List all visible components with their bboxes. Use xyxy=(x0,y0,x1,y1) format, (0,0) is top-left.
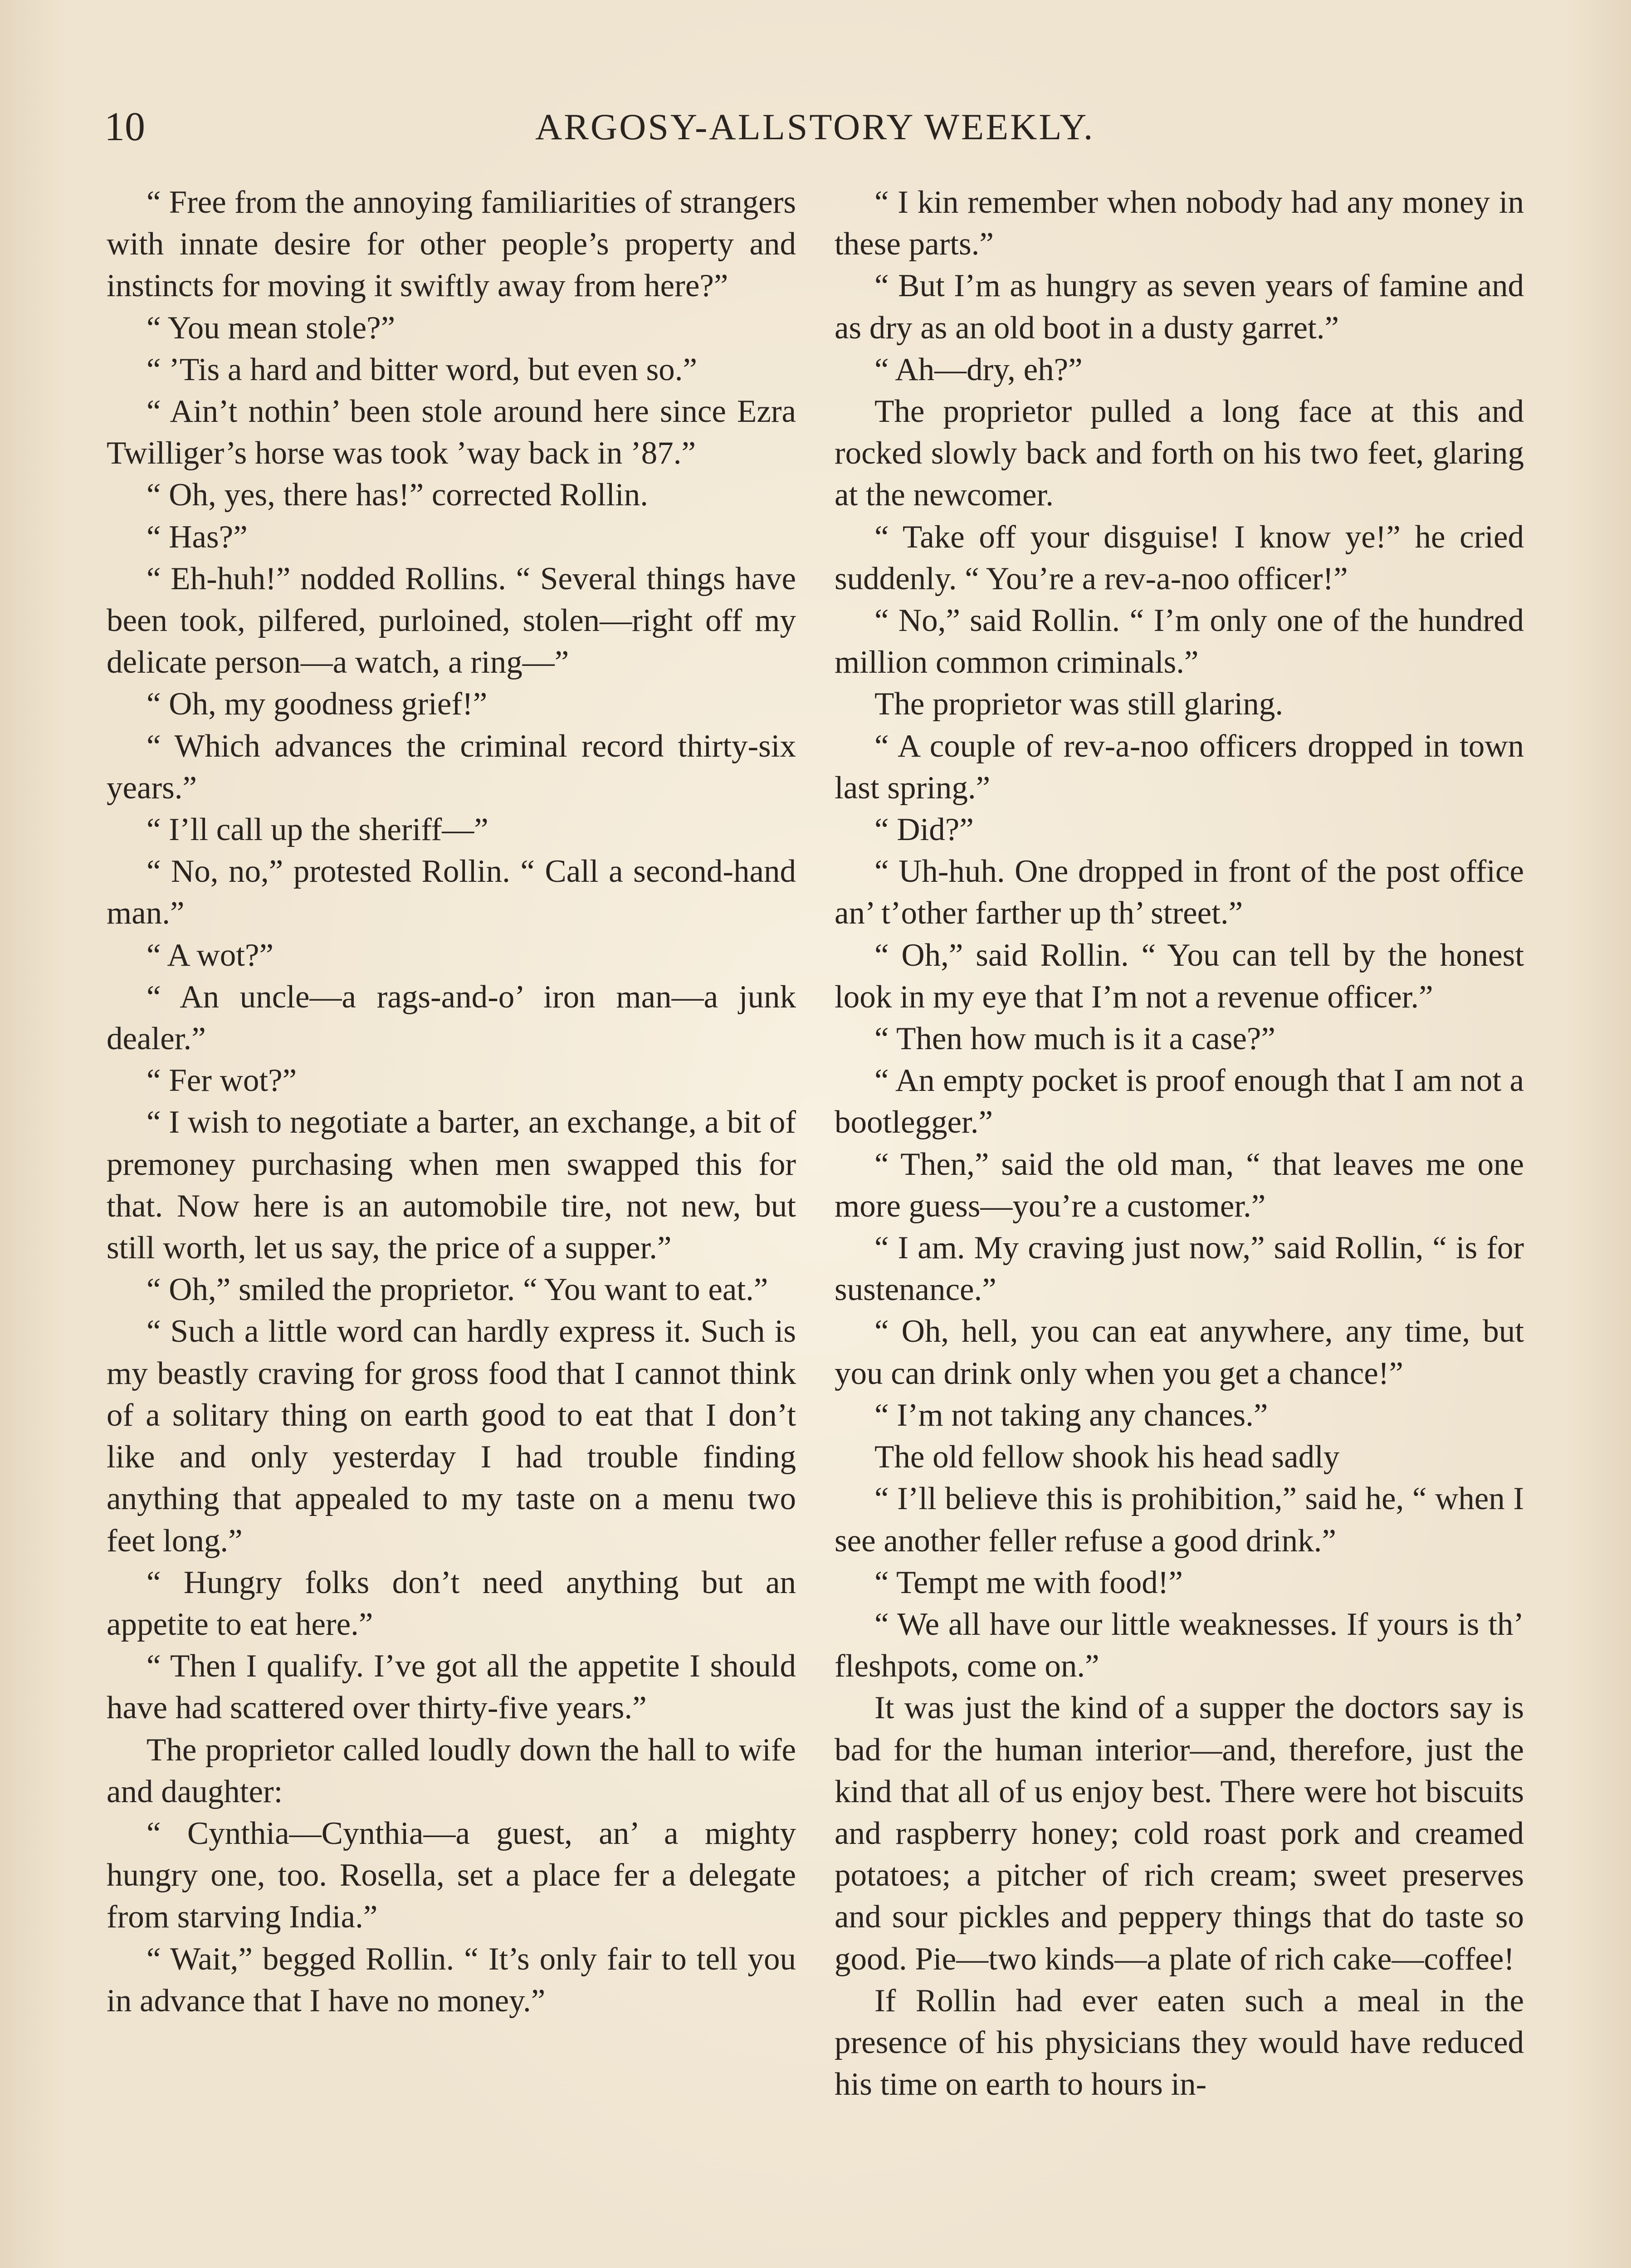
paragraph: “ No, no,” protested Rollin. “ Call a second-hand man.” xyxy=(107,854,796,931)
paragraph: “ ’Tis a hard and bitter word, but even so.” xyxy=(146,352,697,387)
paragraph: “ Take off your disguise! I know ye!” he cried suddenly. “ You’re a rev-a-noo officer!” xyxy=(835,519,1524,596)
text-column-left xyxy=(107,181,796,2022)
paragraph: “ I’ll believe this is prohibition,” said he, “ when I see another feller refuse a good drink.” xyxy=(835,1481,1524,1559)
paragraph: The proprietor pulled a long face at this and rocked slowly back and forth on his two feet, glaring at the newcomer. xyxy=(835,394,1524,513)
paragraph: The old fellow shook his head sadly xyxy=(874,1439,1340,1475)
paragraph: “ Uh-huh. One dropped in front of the post office an’ t’other farther up th’ street.” xyxy=(835,854,1524,931)
paragraph: “ A wot?” xyxy=(146,937,273,973)
paragraph: “ Such a little word can hardly express it. Such is my beastly craving for gross food that I cannot think of a solitary thing on earth good to eat that I don’t like and only yesterday I had trouble finding anything that appealed to my taste on a menu two feet long.” xyxy=(107,1314,796,1559)
paragraph: “ I wish to negotiate a barter, an exchange, a bit of premoney purchasing when men swapped this for that. Now here is an automobile tire, not new, but still worth, let us say, the price of a supper.” xyxy=(107,1105,796,1266)
running-head: ARGOSY-ALLSTORY WEEKLY. xyxy=(535,106,1095,147)
paragraph: “ Oh, my goodness grief!” xyxy=(146,686,488,722)
paragraph: “ Oh, yes, there has!” corrected Rollin. xyxy=(146,477,648,513)
paragraph: “ Ain’t nothin’ been stole around here since Ezra Twilliger’s horse was took ’way back in ’87.” xyxy=(107,394,796,471)
paragraph: “ But I’m as hungry as seven years of famine and as dry as an old boot in a dusty garret.” xyxy=(835,268,1524,346)
paragraph: “ An empty pocket is proof enough that I am not a bootlegger.” xyxy=(835,1063,1524,1140)
paragraph: “ Tempt me with food!” xyxy=(874,1564,1183,1600)
paragraph: “ Did?” xyxy=(874,812,974,848)
paragraph: “ Free from the annoying familiarities of strangers with innate desire for other people’s property and instincts for moving it swiftly away from here?” xyxy=(107,185,796,304)
text-column-right xyxy=(835,181,1524,2105)
page-number: 10 xyxy=(104,104,145,149)
paragraph: “ No,” said Rollin. “ I’m only one of the hundred million common criminals.” xyxy=(835,603,1524,680)
paragraph: “ Ah—dry, eh?” xyxy=(874,352,1083,387)
paragraph: “ I am. My craving just now,” said Rollin, “ is for sustenance.” xyxy=(835,1230,1524,1308)
paragraph: “ We all have our little weaknesses. If yours is th’ fleshpots, come on.” xyxy=(835,1606,1524,1684)
paragraph: “ Fer wot?” xyxy=(146,1063,297,1099)
paragraph: “ Has?” xyxy=(146,519,248,555)
paragraph: “ Oh, hell, you can eat anywhere, any time, but you can drink only when you get a chance!” xyxy=(835,1314,1524,1391)
paragraph: “ Eh-huh!” nodded Rollins. “ Several things have been took, pilfered, purloined, stolen—right off my delicate person—a watch, a ring—” xyxy=(107,561,796,680)
paragraph: “ Cynthia—Cynthia—a guest, an’ a mighty hungry one, too. Rosella, set a place fer a delegate from starving India.” xyxy=(107,1815,796,1935)
paragraph: “ A couple of rev-a-noo officers dropped in town last spring.” xyxy=(835,728,1524,806)
paragraph: “ I’m not taking any chances.” xyxy=(874,1397,1268,1433)
paragraph: “ Oh,” smiled the proprietor. “ You want to eat.” xyxy=(146,1272,768,1308)
paragraph: The proprietor called loudly down the hall to wife and daughter: xyxy=(107,1732,796,1809)
paragraph: “ Then,” said the old man, “ that leaves me one more guess—you’re a customer.” xyxy=(835,1146,1524,1224)
page-header xyxy=(104,95,1095,159)
paragraph: “ Wait,” begged Rollin. “ It’s only fair to tell you in advance that I have no money.” xyxy=(107,1941,796,2019)
paragraph: “ I kin remember when nobody had any money in these parts.” xyxy=(835,185,1524,262)
paragraph: It was just the kind of a supper the doctors say is bad for the human interior—and, therefore, just the kind that all of us enjoy best. There were hot biscuits and raspberry honey; cold roast pork and creamed potatoes; a pitcher of rich cream; sweet preserves and sour pickles and peppery things that do taste so good. Pie—two kinds—a plate of rich cake—coffee! xyxy=(835,1690,1524,1977)
paragraph: “ Then I qualify. I’ve got all the appetite I should have had scattered over thirty-five years.” xyxy=(107,1648,796,1726)
paragraph: “ An uncle—a rags-and-o’ iron man—a junk dealer.” xyxy=(107,979,796,1057)
paragraph: “ Hungry folks don’t need anything but an appetite to eat here.” xyxy=(107,1564,796,1642)
paragraph: “ Which advances the criminal record thirty-six years.” xyxy=(107,728,796,806)
paragraph: If Rollin had ever eaten such a meal in the presence of his physicians they would have reduced his time on earth to hours in- xyxy=(835,1983,1524,2102)
paragraph: The proprietor was still glaring. xyxy=(874,686,1284,722)
paragraph: “ Oh,” said Rollin. “ You can tell by the honest look in my eye that I’m not a revenue officer.” xyxy=(835,937,1524,1015)
paragraph: “ Then how much is it a case?” xyxy=(874,1021,1275,1057)
paragraph: “ I’ll call up the sheriff—” xyxy=(146,812,488,848)
paragraph: “ You mean stole?” xyxy=(146,310,396,346)
